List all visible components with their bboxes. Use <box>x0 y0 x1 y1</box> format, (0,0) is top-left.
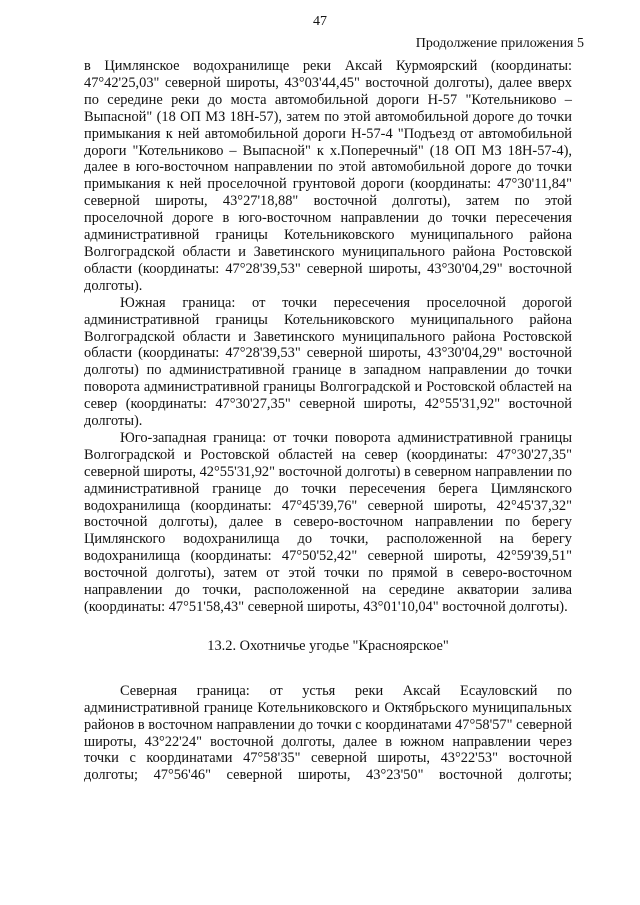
page-number: 47 <box>313 14 327 29</box>
appendix-continuation-note: Продолжение приложения 5 <box>415 36 584 51</box>
section-heading: 13.2. Охотничье угодье "Красноярское" <box>207 637 449 654</box>
document-body <box>84 58 572 784</box>
paragraph-southwestern-boundary: Юго-западная граница: от точки поворота административной границы Волгоградской и Ростовской областей на север (координаты: 47°30'27,35" северной широты, 42°55'31,92" восточной долготы) в северном направлении по административной границе до точки пересечения берега Цимлянского водохранилища (координаты: 47°45'39,76" северной широты, 42°45'37,32" восточной долготы), далее в северо-восточном направлении по берегу Цимлянского водохранилища до точки, расположенной на берегу водохранилища (координаты: 47°50'52,42" северной широты, 42°59'39,51" восточной долготы), затем от этой точки по прямой в северо-восточном направлении до точки, расположенной на середине акватории залива (координаты: 47°51'58,43" северной широты, 43°01'10,04" восточной долготы). <box>84 429 572 615</box>
paragraph-krasnoyarskoe-northern-boundary: Северная граница: от устья реки Аксай Есауловский по административной границе Котельниковского и Октябрьского муниципальных районов в восточном направлении до точки с координатами 47°58'57" северной широты, 43°22'24" восточной долготы, далее в южном направлении через точки с координатами 47°58'35" северной широты, 43°22'53" восточной долготы; 47°56'46" северной широты, 43°23'50" восточной долготы; <box>84 682 572 784</box>
paragraph-northern-boundary-continued: в Цимлянское водохранилище реки Аксай Курмоярский (координаты: 47°42'25,03" северной широты, 43°03'44,45" восточной долготы), далее вверх по середине реки до моста автомобильной дороги Н-57 "Котельниково – Выпасной" (18 ОП МЗ 18Н-57), затем по этой автомобильной дороге до точки примыкания к ней автомобильной дороги Н-57-4 "Подъезд от автомобильной дороги "Котельниково – Выпасной" к х.Поперечный" (18 ОП МЗ 18Н-57-4), далее в юго-восточном направлении по этой автомобильной дороге до точки примыкания к ней проселочной грунтовой дороги (координаты: 47°30'11,84" северной широты, 43°27'18,88" восточной долготы), затем по этой проселочной дороге в юго-восточном направлении до точки пересечения административной границы Котельниковского муниципального района Волгоградской области и Заветинского муниципального района Ростовской области (координаты: 47°28'39,53" северной широты, 43°30'04,29" восточной долготы). <box>84 58 572 294</box>
paragraph-southern-boundary: Южная граница: от точки пересечения проселочной дорогой административной границы Котельниковского муниципального района Волгоградской области и Заветинского муниципального района Ростовской области (координаты: 47°28'39,53" северной широты, 43°30'04,29" восточной долготы) по административной границе в западном направлении до точки поворота административной границы Волгоградской и Ростовской областей на север (координаты: 47°30'27,35" северной широты, 42°55'31,92" восточной долготы). <box>84 294 572 430</box>
